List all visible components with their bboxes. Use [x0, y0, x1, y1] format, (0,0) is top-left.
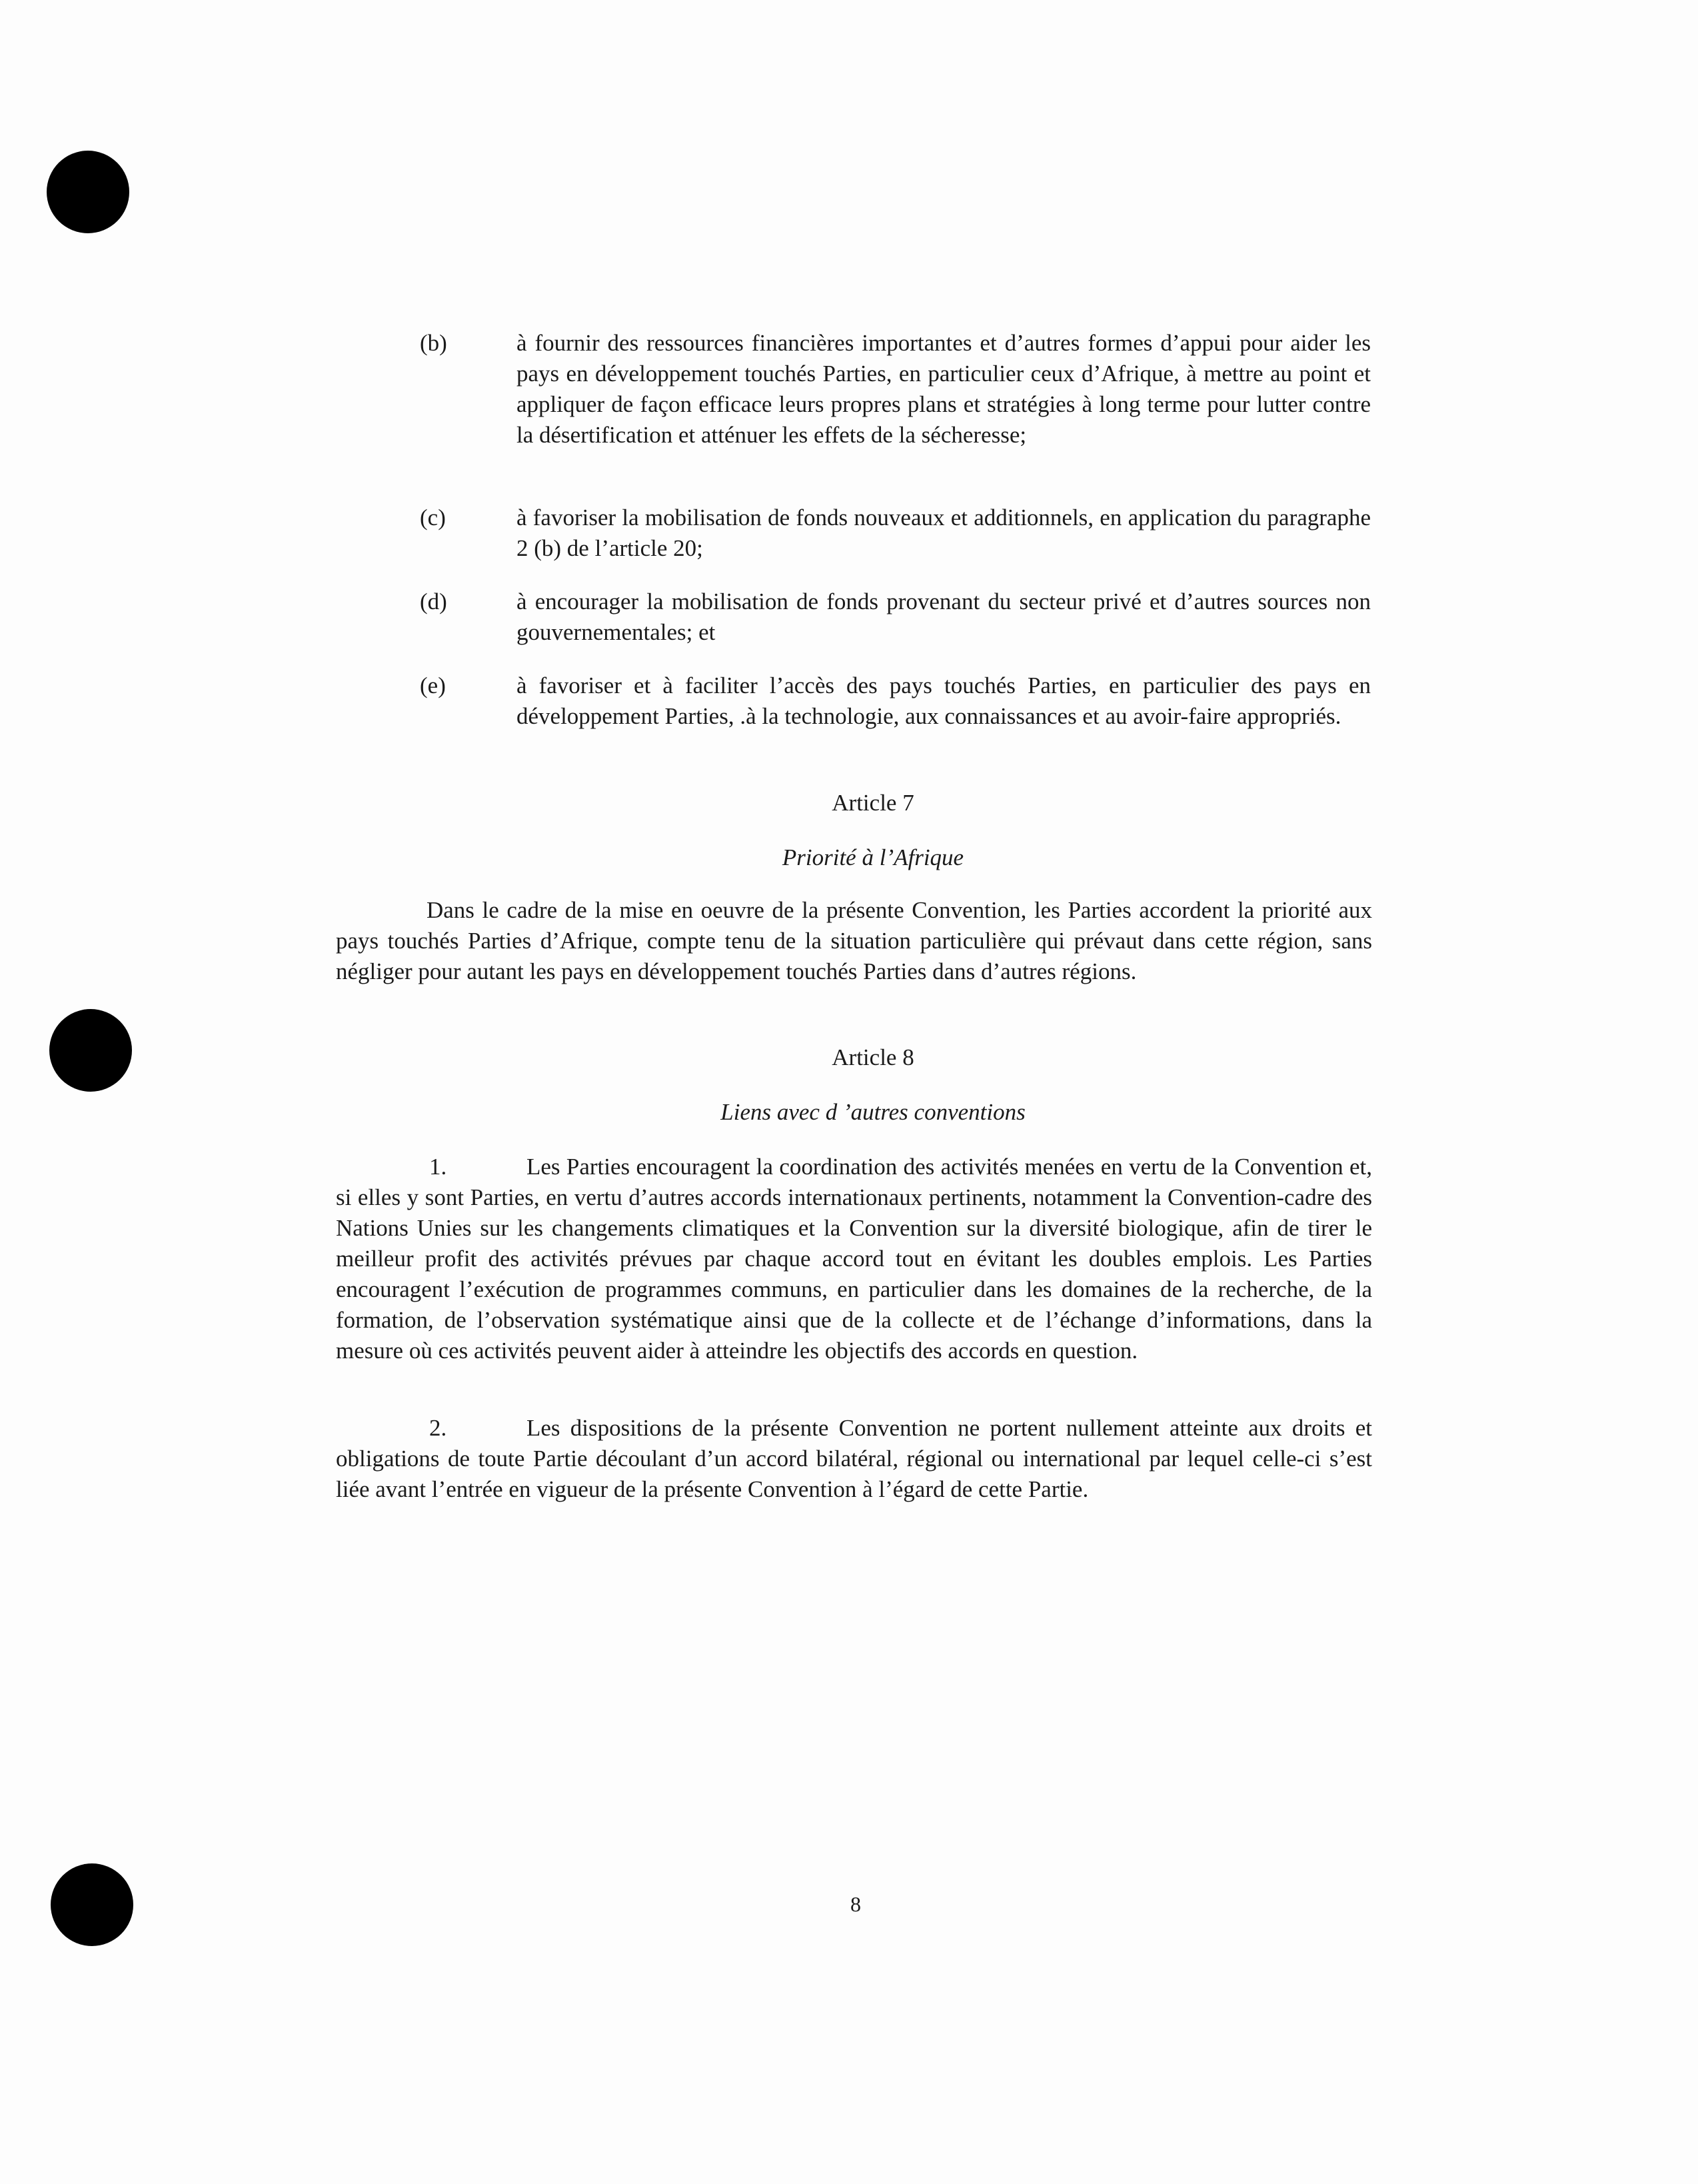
list-marker: (b) — [420, 330, 447, 356]
article-7-paragraph-text: Dans le cadre de la mise en oeuvre de la présente Convention, les Parties accordent la priorité aux pays touchés Parties d’Afrique, compte tenu de la situation particulière qui prévaut dans cette région, sans négliger pour autant les pays en développement touchés Parties dans d’autres régions. — [336, 897, 1372, 984]
list-item-text: à favoriser la mobilisation de fonds nouveaux et additionnels, en application du paragraphe 2 (b) de l’article 20; — [516, 505, 1371, 561]
list-item-text: à fournir des ressources financières importantes et d’autres formes d’appui pour aider les pays en développement touchés Parties, en particulier ceux d’Afrique, à mettre au point et appliquer de façon efficace leurs propres plans et stratégies à long terme pour lutter contre la désertification et atténuer les effets de la sécheresse; — [516, 330, 1371, 448]
article-7-paragraph — [336, 895, 1372, 987]
list-marker: (c) — [420, 505, 446, 531]
article-8-heading: Article 8 — [832, 1044, 914, 1070]
paragraph-number: 2. — [429, 1415, 447, 1441]
paragraph-text: Les Parties encouragent la coordination des activités menées en vertu de la Convention et, si elles y sont Parties, en vertu d’autres accords internationaux pertinents, notamment la Convention-cadre des Nations Unies sur les changements climatiques et la Convention sur la diversité biologique, afin de tirer le meilleur profit des activités prévues par chaque accord tout en évitant les doubles emplois. Les Parties encouragent l’exécution de programmes communs, en particulier dans les domaines de la recherche, de la formation, de l’observation systématique ainsi que de la collecte et de l’échange d’informations, dans la mesure où ces activités peuvent aider à atteindre les objectifs des accords en question. — [336, 1154, 1372, 1364]
list-item-text: à favoriser et à faciliter l’accès des pays touchés Parties, en particulier des pays en développement Parties, .à la technologie, aux connaissances et au avoir-faire appropriés. — [516, 672, 1371, 729]
list-item-text: à encourager la mobilisation de fonds provenant du secteur privé et d’autres sources non gouvernementales; et — [516, 588, 1371, 645]
article-8-subtitle: Liens avec d ’autres conventions — [720, 1099, 1026, 1125]
paragraph-number: 1. — [429, 1154, 447, 1180]
article-7-subtitle: Priorité à l’Afrique — [782, 844, 964, 870]
page-number: 8 — [850, 1892, 861, 1916]
paragraph-text: Les dispositions de la présente Convention ne portent nullement atteinte aux droits et obligations de toute Partie découlant d’un accord bilatéral, régional ou international par lequel celle-ci s’est liée avant l’entrée en vigueur de la présente Convention à l’égard de cette Partie. — [336, 1415, 1372, 1502]
article-8-paragraph-2 — [336, 1413, 1372, 1505]
article-7-heading: Article 7 — [832, 790, 914, 816]
list-marker: (e) — [420, 672, 446, 698]
list-marker: (d) — [420, 588, 447, 614]
article-8-paragraph-1 — [336, 1152, 1372, 1366]
